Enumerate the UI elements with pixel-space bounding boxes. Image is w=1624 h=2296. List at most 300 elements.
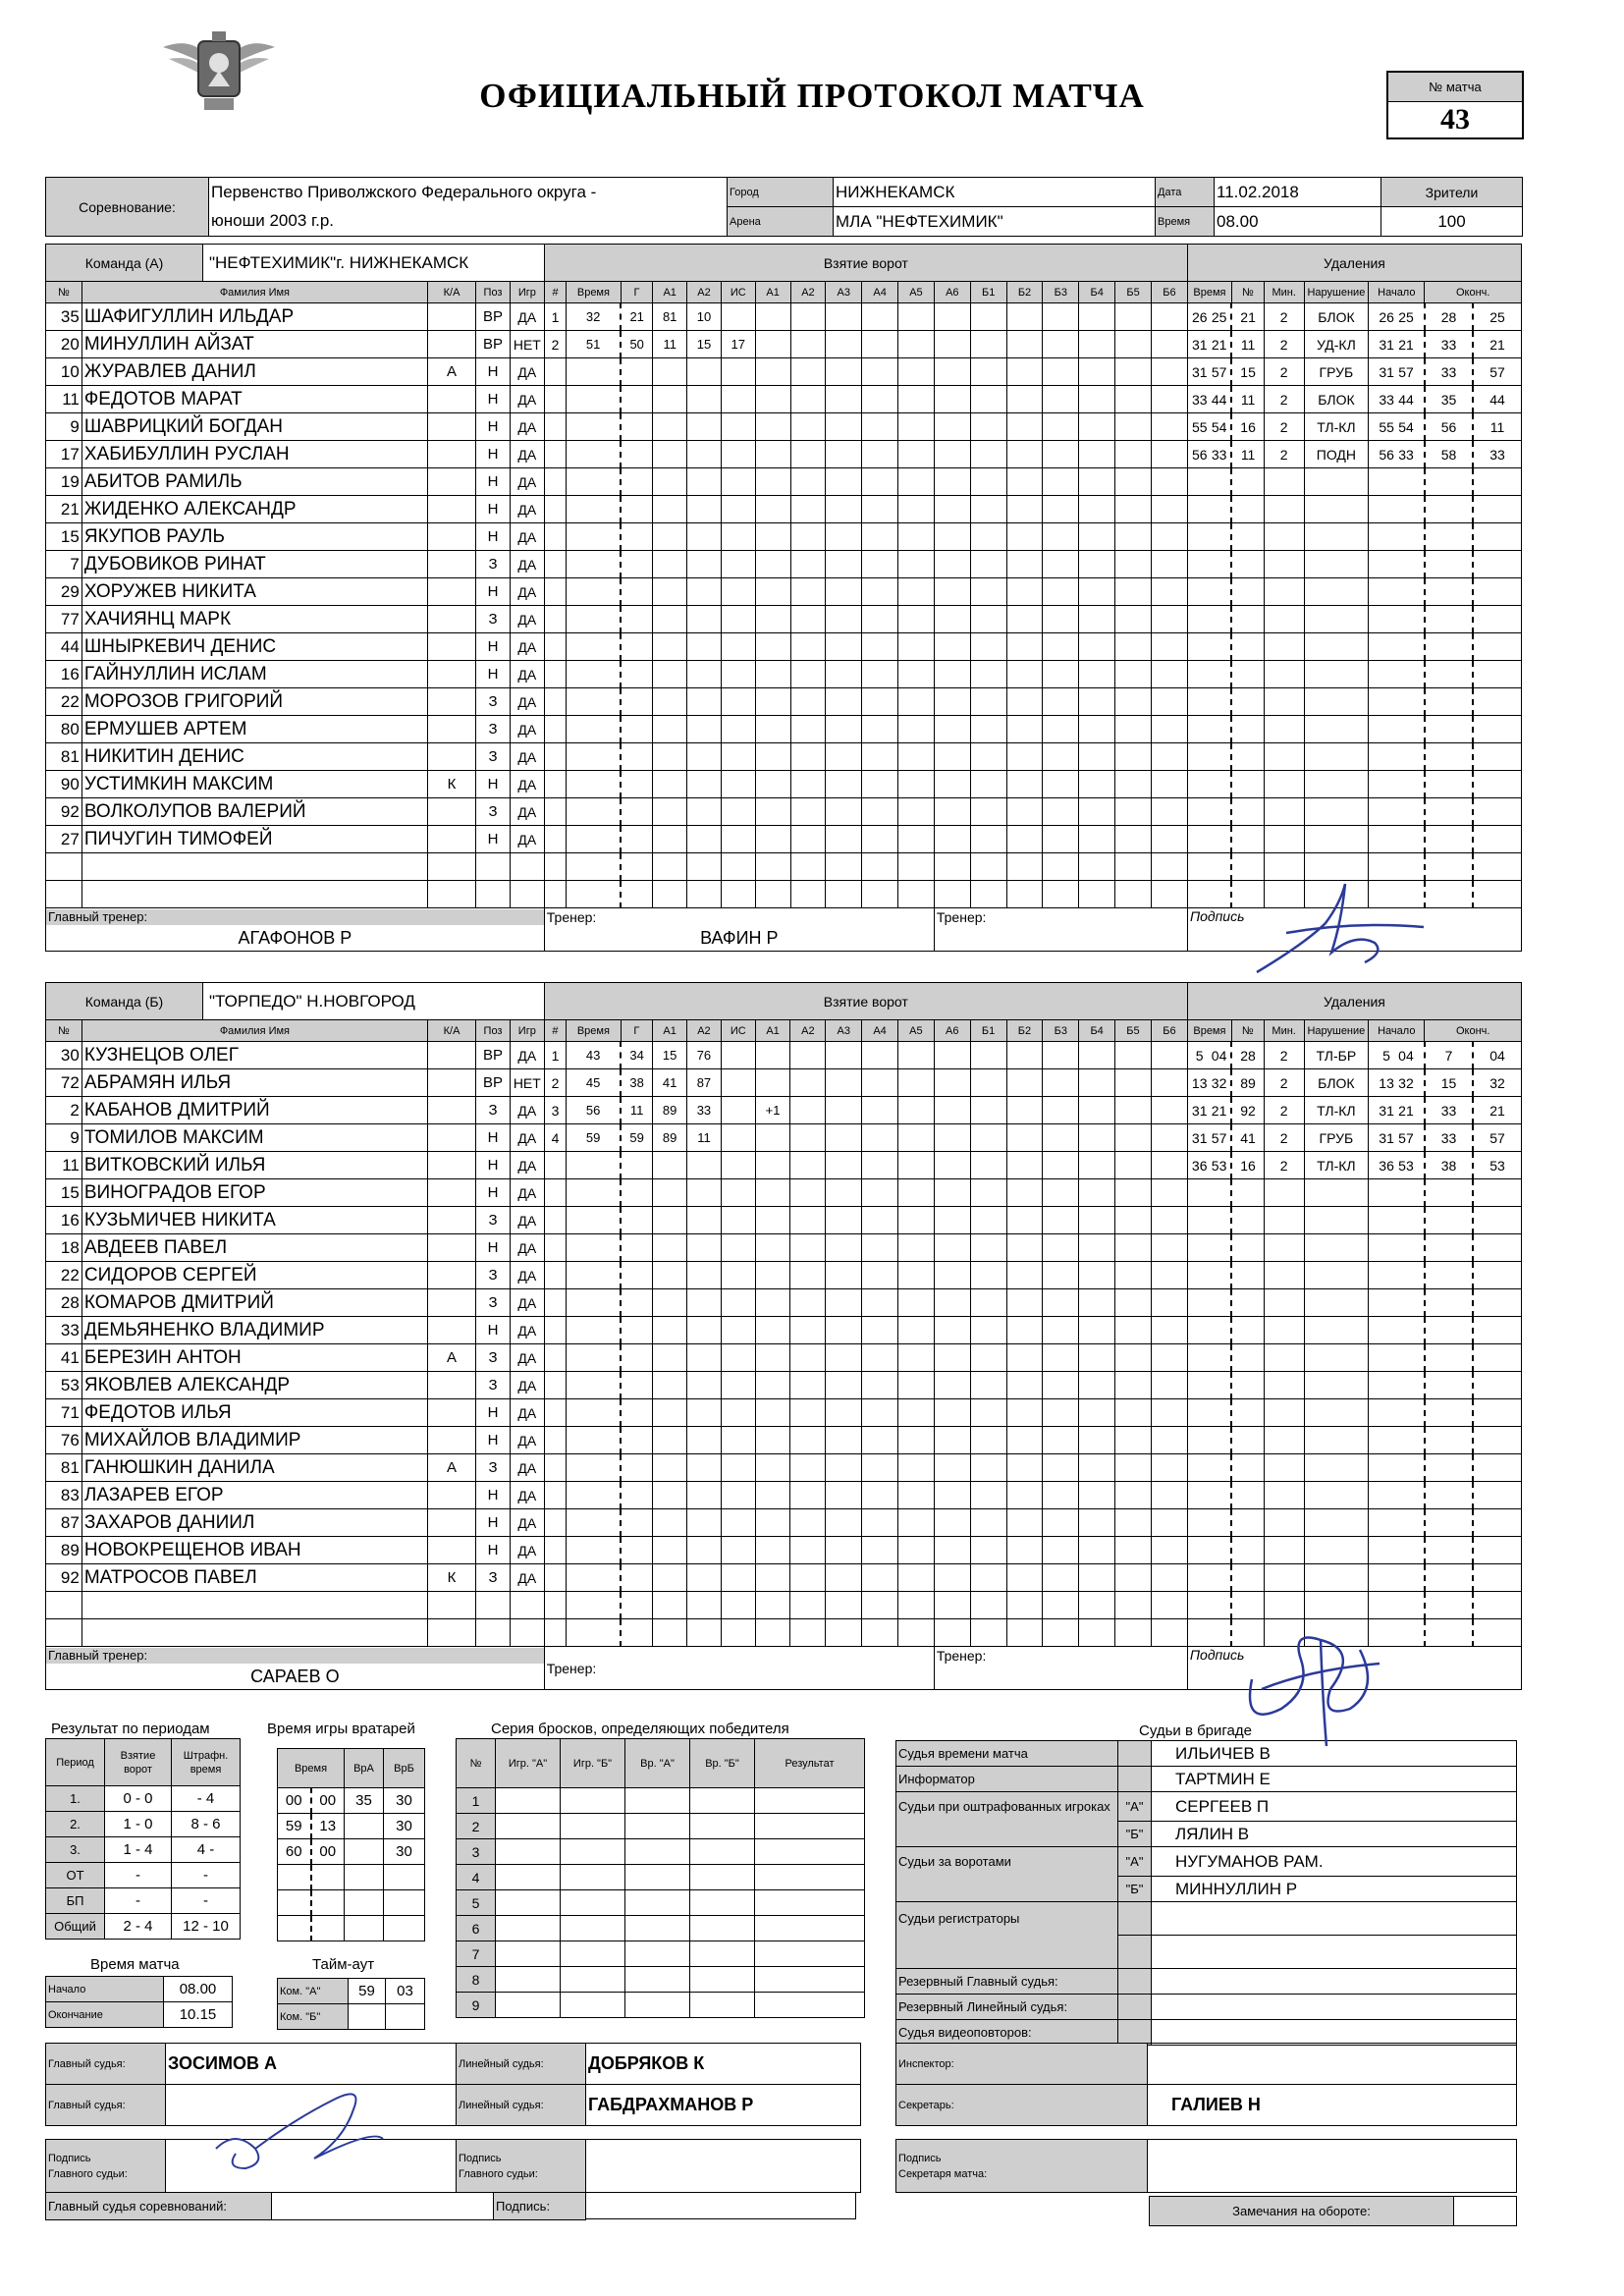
goal-cell bbox=[1006, 1179, 1043, 1207]
goal-cell bbox=[897, 1592, 934, 1619]
goal-cell bbox=[721, 661, 755, 688]
player-row bbox=[46, 688, 1522, 716]
player-name: ХОРУЖЕВ НИКИТА bbox=[81, 578, 427, 606]
pen-violation: БЛОК bbox=[1318, 1074, 1355, 1091]
goal-cell bbox=[862, 413, 898, 441]
goal-cell bbox=[1006, 881, 1043, 908]
goal-cell bbox=[687, 798, 722, 826]
player-position: Н bbox=[476, 661, 511, 688]
goal-cell bbox=[970, 331, 1006, 358]
pen-cell bbox=[1473, 853, 1521, 881]
goal-cell bbox=[1079, 1207, 1115, 1234]
pen-cell bbox=[1264, 1317, 1304, 1344]
goal-cell bbox=[970, 881, 1006, 908]
player-number: 29 bbox=[46, 578, 82, 606]
goal-cell bbox=[544, 1592, 567, 1619]
goal-num: 1 bbox=[544, 1042, 567, 1069]
goal-cell bbox=[826, 468, 862, 496]
pen-end-sec: 21 bbox=[1489, 336, 1505, 353]
period-row bbox=[46, 1863, 241, 1888]
shootout-cell bbox=[755, 1839, 865, 1865]
pen-cell bbox=[1304, 1069, 1369, 1097]
pen-cell bbox=[1304, 523, 1369, 551]
goal-sec: 59 bbox=[621, 1124, 653, 1152]
pen-min: 31 bbox=[1191, 336, 1208, 353]
goal-cell bbox=[862, 1317, 898, 1344]
player-number: 18 bbox=[46, 1234, 82, 1262]
timeout-b-label: Ком. "Б" bbox=[278, 2004, 349, 2030]
shootout-cell bbox=[690, 1788, 755, 1814]
team_b-col-minus-6: Б6 bbox=[1151, 1020, 1187, 1042]
goal-cell bbox=[653, 606, 687, 633]
goal-cell bbox=[567, 1234, 621, 1262]
pen-end-sec: 25 bbox=[1489, 308, 1505, 325]
pen-cell bbox=[1231, 1317, 1264, 1344]
goal-cell bbox=[1115, 798, 1152, 826]
goal-cell bbox=[790, 1042, 826, 1069]
player-playing: ДА bbox=[510, 1317, 544, 1344]
goal-cell bbox=[1151, 1509, 1187, 1537]
goal-cell bbox=[687, 1427, 722, 1454]
pen-cell bbox=[1264, 1097, 1304, 1124]
player-name: МИНУЛЛИН АЙЗАТ bbox=[81, 331, 427, 358]
pen-cell bbox=[1231, 1152, 1264, 1179]
player-row bbox=[46, 523, 1522, 551]
team_b-col-pen-num: № bbox=[1231, 1020, 1264, 1042]
goal-cell bbox=[1006, 1069, 1043, 1097]
goal-cell bbox=[544, 551, 567, 578]
pen-cell bbox=[1369, 1454, 1425, 1482]
player-playing: ДА bbox=[510, 1482, 544, 1509]
goal-a1: 10 bbox=[687, 303, 722, 331]
player-name: ГАЙНУЛЛИН ИСЛАМ bbox=[81, 661, 427, 688]
goal-cell bbox=[1079, 1564, 1115, 1592]
team_b-col-plus-2: А2 bbox=[790, 1020, 826, 1042]
pen-cell bbox=[1425, 1207, 1473, 1234]
player-position bbox=[476, 853, 511, 881]
pen-cell bbox=[1369, 661, 1425, 688]
player-row bbox=[46, 496, 1522, 523]
goal-cell bbox=[653, 1262, 687, 1289]
goal-cell bbox=[687, 1234, 722, 1262]
player-position: Н bbox=[476, 1152, 511, 1179]
pen-start-sec: 04 bbox=[1398, 1047, 1414, 1064]
goal-num: 4 bbox=[544, 1124, 567, 1152]
goal-cell bbox=[544, 1427, 567, 1454]
sign-line-field bbox=[586, 2140, 861, 2193]
shootout-cell bbox=[625, 1839, 690, 1865]
official-name: ИЛЬИЧЕВ В bbox=[1152, 1741, 1517, 1767]
goal-cell bbox=[1079, 1482, 1115, 1509]
goal-cell bbox=[1043, 826, 1079, 853]
goal-cell bbox=[755, 413, 790, 441]
pen-start-sec: 57 bbox=[1398, 363, 1414, 380]
page-title: ОФИЦИАЛЬНЫЙ ПРОТОКОЛ МАТЧА bbox=[479, 77, 1145, 115]
player-number: 35 bbox=[46, 303, 82, 331]
goal-cell bbox=[567, 1564, 621, 1592]
pen-cell bbox=[1231, 688, 1264, 716]
team_b-col-play: Игр bbox=[510, 1020, 544, 1042]
goal-cell bbox=[934, 1152, 970, 1179]
goal-cell bbox=[862, 1042, 898, 1069]
goal-cell bbox=[621, 1234, 653, 1262]
team_b-signature-label: Подпись bbox=[1189, 1647, 1245, 1663]
goal-cell bbox=[1151, 496, 1187, 523]
pen-cell bbox=[1425, 1482, 1473, 1509]
player-name: ДЕМЬЯНЕНКО ВЛАДИМИР bbox=[81, 1317, 427, 1344]
shootout-cell bbox=[496, 1814, 561, 1839]
pen-start-sec: 21 bbox=[1398, 1102, 1414, 1119]
pen-cell bbox=[1369, 1262, 1425, 1289]
pen-cell bbox=[1231, 771, 1264, 798]
player-number: 9 bbox=[46, 1124, 82, 1152]
goal-cell bbox=[653, 1619, 687, 1647]
pen-cell bbox=[1264, 1069, 1304, 1097]
goal-cell bbox=[721, 1592, 755, 1619]
official-row bbox=[896, 1741, 1517, 1767]
goal-cell bbox=[862, 496, 898, 523]
pen-min: 33 bbox=[1191, 391, 1208, 408]
goal-cell bbox=[898, 798, 935, 826]
goal-scorer: 41 bbox=[653, 1069, 687, 1097]
goal-cell bbox=[621, 441, 653, 468]
goal-cell bbox=[1006, 716, 1043, 743]
official-row bbox=[896, 1847, 1517, 1877]
goal-cell bbox=[790, 853, 826, 881]
team_b-col-goal-is: ИС bbox=[721, 1020, 755, 1042]
player-playing bbox=[510, 881, 544, 908]
player-row bbox=[46, 1592, 1522, 1619]
team_b-col-minus-5: Б5 bbox=[1115, 1020, 1152, 1042]
goal-cell bbox=[1115, 771, 1152, 798]
goal-cell bbox=[567, 688, 621, 716]
goal-cell bbox=[721, 606, 755, 633]
goal-cell bbox=[790, 1619, 826, 1647]
player-position: З bbox=[476, 1262, 511, 1289]
player-role bbox=[427, 1372, 475, 1399]
team_a-col-goal-num: # bbox=[544, 282, 567, 303]
shootout-row bbox=[457, 1967, 865, 1993]
player-position: Н bbox=[476, 826, 511, 853]
goal-cell bbox=[934, 551, 970, 578]
goal-cell bbox=[862, 441, 898, 468]
goalie-row bbox=[278, 1890, 425, 1916]
player-name: ХАБИБУЛЛИН РУСЛАН bbox=[81, 441, 427, 468]
player-role bbox=[427, 413, 475, 441]
goal-cell bbox=[862, 1454, 898, 1482]
goal-cell bbox=[970, 716, 1006, 743]
goal-cell bbox=[721, 1317, 755, 1344]
goal-cell bbox=[826, 881, 862, 908]
player-number: 11 bbox=[46, 1152, 82, 1179]
pen-cell bbox=[1425, 1592, 1473, 1619]
player-position: Н bbox=[476, 771, 511, 798]
official-name bbox=[1152, 1902, 1517, 1936]
goal-cell bbox=[567, 1482, 621, 1509]
pen-end-min: 38 bbox=[1440, 1157, 1457, 1174]
goal-cell bbox=[826, 798, 862, 826]
goal-cell bbox=[687, 1564, 722, 1592]
goal-cell bbox=[544, 1372, 567, 1399]
goal-cell bbox=[687, 386, 722, 413]
goal-cell bbox=[826, 1097, 862, 1124]
time-label: Время bbox=[1156, 207, 1215, 237]
goal-cell bbox=[1079, 771, 1115, 798]
shootout-row bbox=[457, 1814, 865, 1839]
goal-cell bbox=[826, 358, 862, 386]
team_b-col-plus-5: А5 bbox=[897, 1020, 934, 1042]
pen-cell bbox=[1187, 1317, 1231, 1344]
goal-cell bbox=[1115, 633, 1152, 661]
player-role bbox=[427, 661, 475, 688]
player-playing: ДА bbox=[510, 1372, 544, 1399]
goalie-sec: 00 bbox=[311, 1839, 345, 1865]
goal-cell bbox=[970, 853, 1006, 881]
goal-cell bbox=[1006, 1537, 1043, 1564]
pen-cell bbox=[1369, 386, 1425, 413]
period-row bbox=[46, 1812, 241, 1837]
goal-cell bbox=[621, 1592, 653, 1619]
pen-cell bbox=[1369, 578, 1425, 606]
pen-cell bbox=[1264, 1179, 1304, 1207]
pen-cell bbox=[1304, 1179, 1369, 1207]
goal-cell bbox=[687, 1399, 722, 1427]
pen-cell bbox=[1187, 633, 1231, 661]
pen-min: 5 bbox=[1195, 1047, 1204, 1064]
goal-cell bbox=[1079, 1069, 1115, 1097]
goalie-sec: 00 bbox=[311, 1788, 345, 1814]
player-row bbox=[46, 743, 1522, 771]
team_b-col-pen-end: Оконч. bbox=[1425, 1020, 1522, 1042]
goal-cell bbox=[1151, 1427, 1187, 1454]
pen-cell bbox=[1425, 1619, 1473, 1647]
pen-cell bbox=[1231, 1564, 1264, 1592]
goal-cell bbox=[567, 1317, 621, 1344]
goal-cell bbox=[755, 358, 790, 386]
shootout-num: 3 bbox=[457, 1839, 496, 1865]
goal-cell bbox=[1079, 826, 1115, 853]
match-end: 10.15 bbox=[164, 2002, 233, 2028]
pen-minutes: 2 bbox=[1279, 336, 1288, 353]
goal-cell bbox=[687, 661, 722, 688]
player-row bbox=[46, 606, 1522, 633]
shootout-cell bbox=[496, 1788, 561, 1814]
pen-cell bbox=[1231, 468, 1264, 496]
pen-cell bbox=[1304, 798, 1369, 826]
pen-cell bbox=[1425, 1097, 1473, 1124]
goal-cell bbox=[687, 1179, 722, 1207]
goal-cell bbox=[790, 606, 826, 633]
goal-cell bbox=[826, 1152, 862, 1179]
pen-cell bbox=[1264, 551, 1304, 578]
pen-sec: 53 bbox=[1211, 1157, 1227, 1174]
goal-cell bbox=[653, 798, 687, 826]
competition-line-1: Первенство Приволжского Федерального округа - bbox=[209, 178, 728, 207]
goal-cell bbox=[687, 578, 722, 606]
goal-cell bbox=[687, 716, 722, 743]
pen-cell bbox=[1264, 826, 1304, 853]
goal-cell bbox=[1151, 1619, 1187, 1647]
team_a-col-pen-end: Оконч. bbox=[1425, 282, 1522, 303]
player-role bbox=[427, 881, 475, 908]
pen-cell bbox=[1187, 1344, 1231, 1372]
pen-cell bbox=[1264, 523, 1304, 551]
player-playing: ДА bbox=[510, 798, 544, 826]
goal-cell bbox=[544, 1152, 567, 1179]
pen-cell bbox=[1264, 1152, 1304, 1179]
goal-cell bbox=[1043, 1069, 1079, 1097]
goal-cell bbox=[721, 1179, 755, 1207]
goal-cell bbox=[544, 633, 567, 661]
goal-cell bbox=[1043, 386, 1079, 413]
pen-cell bbox=[1304, 496, 1369, 523]
player-role bbox=[427, 1097, 475, 1124]
pen-cell bbox=[1425, 413, 1473, 441]
goal-cell bbox=[653, 496, 687, 523]
goal-cell bbox=[755, 1317, 790, 1344]
period-goals: 0 - 0 bbox=[105, 1786, 172, 1812]
goal-cell bbox=[1151, 1399, 1187, 1427]
goal-cell bbox=[970, 1317, 1006, 1344]
goal-a1: 76 bbox=[687, 1042, 722, 1069]
team_b-head-coach bbox=[46, 1647, 545, 1690]
pen-cell bbox=[1369, 1344, 1425, 1372]
goal-cell bbox=[687, 1619, 722, 1647]
goal-cell bbox=[687, 523, 722, 551]
pen-cell bbox=[1231, 606, 1264, 633]
player-name: ФЕДОТОВ ИЛЬЯ bbox=[81, 1399, 427, 1427]
player-role bbox=[427, 1207, 475, 1234]
pen-end-sec: 44 bbox=[1489, 391, 1505, 408]
shootout-cell bbox=[496, 1941, 561, 1967]
goal-cell bbox=[1151, 331, 1187, 358]
goal-cell bbox=[826, 716, 862, 743]
pen-cell bbox=[1187, 1124, 1231, 1152]
player-row bbox=[46, 1289, 1522, 1317]
goal-cell bbox=[567, 1454, 621, 1482]
goalie-a bbox=[345, 1814, 384, 1839]
pen-cell bbox=[1231, 1042, 1264, 1069]
goal-cell bbox=[721, 1097, 755, 1124]
match-start-label: Начало bbox=[46, 1977, 164, 2002]
pen-minutes: 2 bbox=[1279, 446, 1288, 463]
team_a-coach-name: ВАФИН Р bbox=[700, 927, 779, 948]
pen-cell bbox=[1369, 1317, 1425, 1344]
goal-cell bbox=[1043, 1097, 1079, 1124]
pen-cell bbox=[1425, 1234, 1473, 1262]
goal-cell bbox=[621, 523, 653, 551]
goal-cell bbox=[721, 441, 755, 468]
player-position: Н bbox=[476, 413, 511, 441]
pen-cell bbox=[1231, 1124, 1264, 1152]
goal-cell bbox=[1151, 798, 1187, 826]
official-side bbox=[1118, 1936, 1152, 1969]
player-position: Н bbox=[476, 523, 511, 551]
goal-cell bbox=[755, 771, 790, 798]
goal-cell bbox=[970, 523, 1006, 551]
goal-cell bbox=[826, 331, 862, 358]
player-number: 41 bbox=[46, 1344, 82, 1372]
goal-cell bbox=[687, 881, 722, 908]
goal-cell bbox=[1115, 331, 1152, 358]
goal-cell bbox=[755, 1289, 790, 1317]
goal-cell bbox=[1151, 386, 1187, 413]
team_a-goals-title: Взятие ворот bbox=[544, 245, 1187, 282]
goal-cell bbox=[721, 1564, 755, 1592]
pen-cell bbox=[1473, 441, 1521, 468]
goal-cell bbox=[653, 441, 687, 468]
match-end-label: Окончание bbox=[46, 2002, 164, 2028]
player-role bbox=[427, 606, 475, 633]
pen-cell bbox=[1304, 1482, 1369, 1509]
main-ref-1: ЗОСИМОВ А bbox=[166, 2044, 457, 2085]
shootout-num: 1 bbox=[457, 1788, 496, 1814]
official-side: "Б" bbox=[1118, 1822, 1152, 1847]
official-name: СЕРГЕЕВ П bbox=[1152, 1792, 1517, 1822]
goalie-min: 60 bbox=[278, 1839, 311, 1865]
player-row bbox=[46, 303, 1522, 331]
goal-cell bbox=[1043, 303, 1079, 331]
pen-cell bbox=[1231, 826, 1264, 853]
pen-cell bbox=[1187, 1262, 1231, 1289]
goal-cell bbox=[970, 496, 1006, 523]
goal-cell bbox=[653, 633, 687, 661]
player-role bbox=[427, 853, 475, 881]
pen-cell bbox=[1304, 1042, 1369, 1069]
goalie-min: 00 bbox=[278, 1788, 311, 1814]
goal-cell bbox=[970, 771, 1006, 798]
player-number: 76 bbox=[46, 1427, 82, 1454]
goal-cell bbox=[790, 661, 826, 688]
pen-start-min: 13 bbox=[1379, 1074, 1394, 1091]
date-label: Дата bbox=[1156, 178, 1215, 207]
goal-cell bbox=[544, 578, 567, 606]
team_a-col-goal-is: ИС bbox=[721, 282, 755, 303]
goalie-header-time: Время bbox=[278, 1749, 345, 1788]
pen-sec: 44 bbox=[1211, 391, 1227, 408]
signature-coach-a bbox=[1247, 874, 1434, 982]
goal-cell bbox=[721, 523, 755, 551]
official-name bbox=[1152, 1969, 1517, 1995]
goal-cell bbox=[687, 1592, 722, 1619]
goal-cell bbox=[721, 743, 755, 771]
goal-cell bbox=[544, 358, 567, 386]
goal-cell bbox=[862, 798, 898, 826]
goal-cell bbox=[1079, 523, 1115, 551]
player-row bbox=[46, 716, 1522, 743]
goal-cell bbox=[970, 1207, 1006, 1234]
pen-cell bbox=[1264, 606, 1304, 633]
shootout-cell bbox=[561, 1788, 625, 1814]
goal-cell bbox=[755, 331, 790, 358]
pen-cell bbox=[1304, 1537, 1369, 1564]
pen-cell bbox=[1264, 496, 1304, 523]
periods-header-goals: Взятие ворот bbox=[105, 1739, 172, 1786]
goal-cell bbox=[934, 331, 970, 358]
team-a-section bbox=[45, 244, 1522, 952]
goalie-b bbox=[384, 1865, 425, 1890]
pen-cell bbox=[1264, 771, 1304, 798]
goal-cell bbox=[653, 1454, 687, 1482]
player-row bbox=[46, 1069, 1522, 1097]
goal-cell bbox=[1079, 853, 1115, 881]
goal-cell bbox=[687, 633, 722, 661]
goal-cell bbox=[970, 633, 1006, 661]
goal-cell bbox=[653, 1564, 687, 1592]
goal-cell bbox=[1115, 1069, 1152, 1097]
pen-cell bbox=[1369, 1427, 1425, 1454]
pen-cell bbox=[1369, 523, 1425, 551]
